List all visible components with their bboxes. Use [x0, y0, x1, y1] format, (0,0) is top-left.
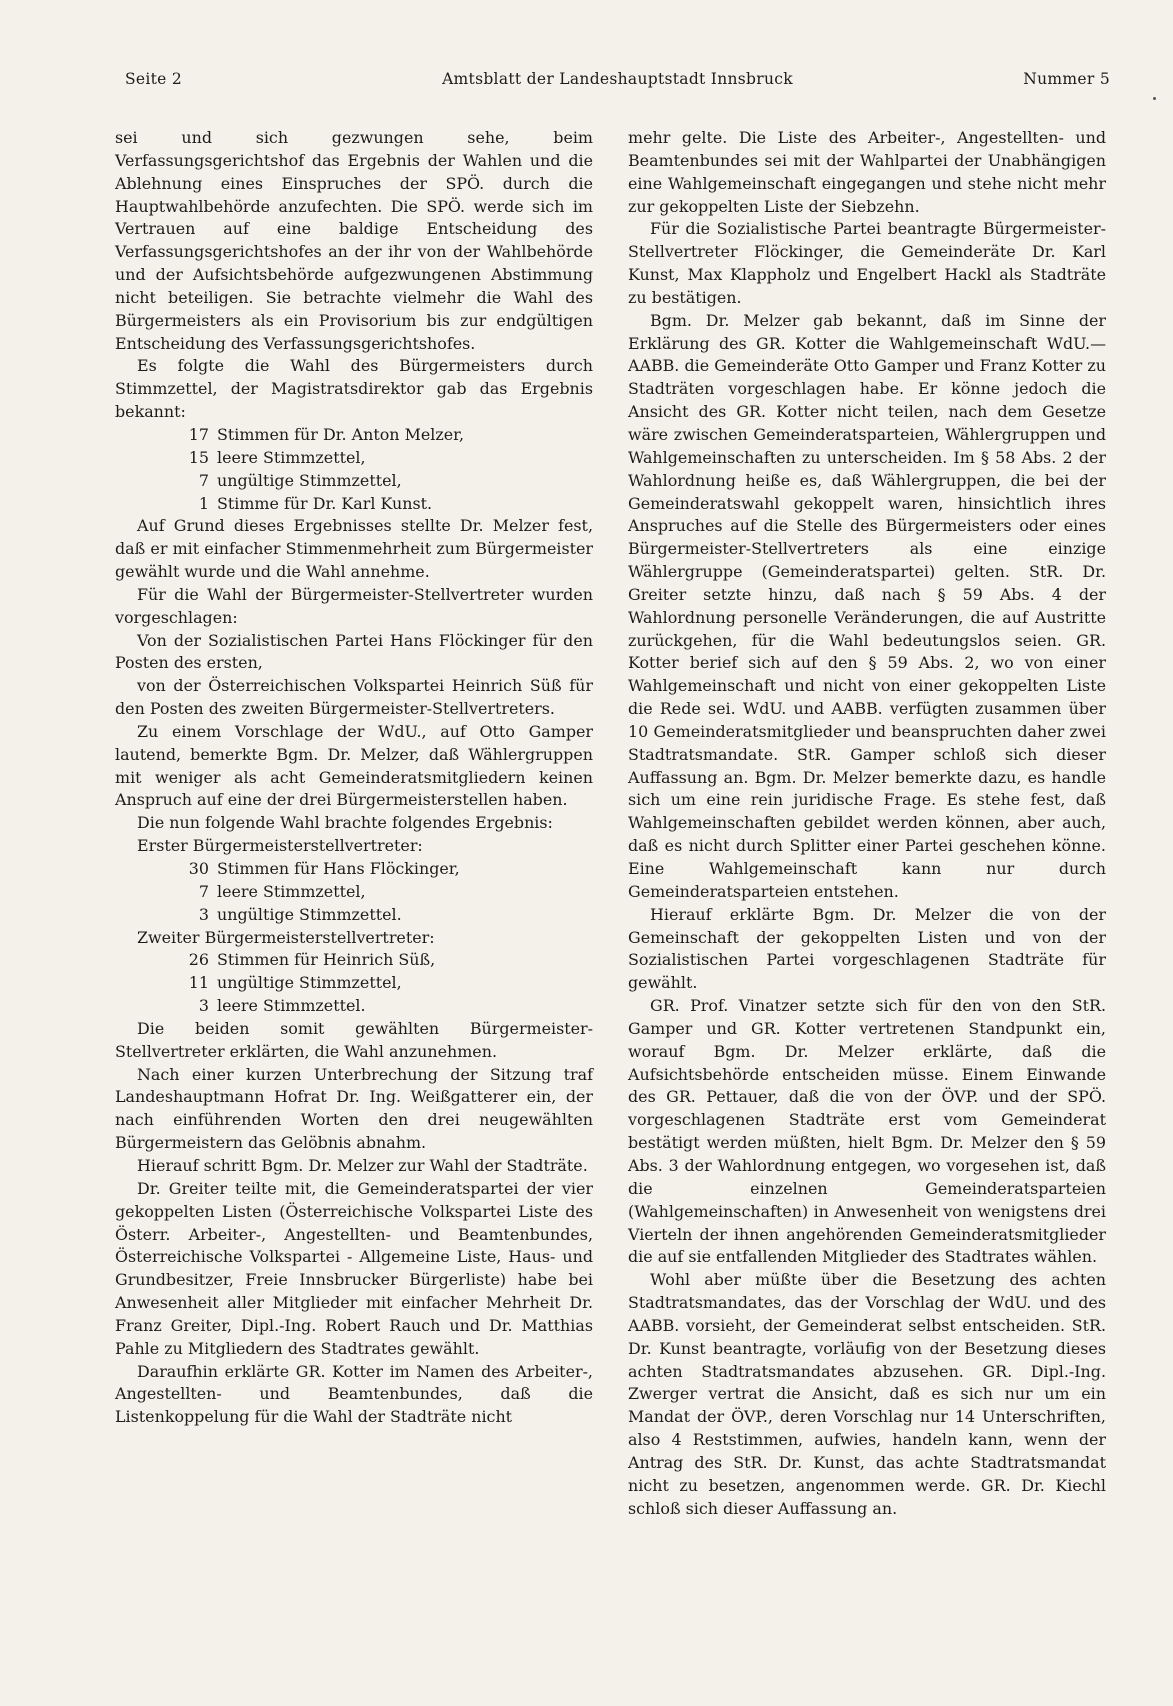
- vote-description: ungültige Stimmzettel,: [217, 973, 402, 993]
- vote-description: Stimmen für Heinrich Süß,: [217, 950, 436, 970]
- paragraph: Es folgte die Wahl des Bürgermeisters durch Stimmzettel, der Magistratsdirektor gab das Ergebnis bekannt:: [115, 356, 593, 422]
- paragraph: sei und sich gezwungen sehe, beim Verfassungsgerichtshof das Ergebnis der Wahlen und die Ablehnung eines Einspruches der SPÖ. durch die Hauptwahlbehörde anzufechten. Die SPÖ. werde sich im Vertrauen auf eine baldige Entscheidung des Verfassungsgerichtshofes an der ihr von der Wahlbehörde und der Aufsichtsbehörde aufgezwungenen Abstimmung nicht beteiligen. Sie betrachte vielmehr die Wahl des Bürgermeisters als ein Provisorium bis zur endgültigen Entscheidung des Verfassungsgerichtshofes.: [115, 128, 593, 353]
- margin-dot: [1153, 97, 1156, 100]
- result-line: [115, 995, 593, 1018]
- paragraph: Hierauf erklärte Bgm. Dr. Melzer die von der Gemeinschaft der gekoppelten Listen und von der Sozialistischen Partei vorgeschlagenen Stadträte für gewählt.: [628, 904, 1106, 993]
- left-column: [115, 127, 593, 1429]
- result-line: [115, 881, 593, 904]
- result-line: [115, 904, 593, 927]
- paragraph: Auf Grund dieses Ergebnisses stellte Dr. Melzer fest, daß er mit einfacher Stimmenmehrheit zum Bürgermeister gewählt wurde und die Wahl annehme.: [115, 516, 593, 582]
- paragraph: Hierauf schritt Bgm. Dr. Melzer zur Wahl der Stadträte.: [137, 1155, 588, 1175]
- paragraph: Von der Sozialistischen Partei Hans Flöckinger für den Posten des ersten,: [115, 630, 593, 673]
- paragraph: Bgm. Dr. Melzer gab bekannt, daß im Sinne der Erklärung des GR. Kotter die Wahlgemeinschaft WdU.—AABB. die Gemeinderäte Otto Gamper und Franz Kotter zu Stadträten vorgeschlagen habe. Er könne jedoch die Ansicht des GR. Kotter nicht teilen, nach dem Gesetze wäre zwischen Gemeinderatsparteien, Wählergruppen und Wahlgemeinschaften zu unterscheiden. Im § 58 Abs. 2 der Wahlordnung heiße es, daß Wählergruppen, die bei der Gemeinderatswahl gekoppelt waren, hinsichtlich ihres Anspruches auf die Stelle des Bürgermeisters oder eines Bürgermeister-Stellvertreters als eine einzige Wählergruppe (Gemeinderatspartei) gelten. StR. Dr. Greiter setzte hinzu, daß nach § 59 Abs. 4 der Wahlordnung personelle Veränderungen, die auf Austritte zurückgehen, für die Wahl bedeutungslos seien. GR. Kotter berief sich auf den § 59 Abs. 2, wo von einer Wahlgemeinschaft und nicht von einer gekoppelten Liste die Rede sei. WdU. und AABB. verfügten zusammen über 10 Gemeinderatsmitglieder und beanspruchten daher zwei Stadtratsmandate. StR. Gamper schloß sich dieser Auffassung an. Bgm. Dr. Melzer bemerkte dazu, es handle sich um eine rein juridische Frage. Es stehe fest, daß Wahlgemeinschaften gebildet werden können, aber auch, daß es nicht durch Splitter einer Partei geschehen könne. Eine Wahlgemeinschaft kann nur durch Gemeinderatsparteien entstehen.: [628, 310, 1106, 901]
- result-line: [115, 949, 593, 972]
- page-header: [125, 66, 1110, 92]
- paragraph: Die nun folgende Wahl brachte folgendes Ergebnis:: [137, 813, 553, 833]
- issue-number: Nummer 5: [1023, 70, 1110, 88]
- page-label: Seite 2: [125, 70, 183, 88]
- result-line: [115, 447, 593, 470]
- vote-description: Stimme für Dr. Karl Kunst.: [217, 493, 433, 513]
- result-line: [115, 493, 593, 516]
- vote-description: leere Stimmzettel,: [217, 447, 366, 467]
- paragraph: Daraufhin erklärte GR. Kotter im Namen des Arbeiter-, Angestellten- und Beamtenbundes, daß die Listenkoppelung für die Wahl der Stadträte nicht: [115, 1361, 593, 1427]
- vote-description: ungültige Stimmzettel,: [217, 470, 402, 490]
- vote-count: 15: [188, 447, 209, 467]
- vote-count: 1: [198, 493, 209, 513]
- first-deputy-results: [115, 858, 593, 927]
- paragraph: mehr gelte. Die Liste des Arbeiter-, Angestellten- und Beamtenbundes sei mit der Wahlpartei der Unabhängigen eine Wahlgemeinschaft eingegangen und stehe nicht mehr zur gekoppelten Liste der Siebzehn.: [628, 128, 1106, 216]
- vote-description: leere Stimmzettel.: [217, 996, 366, 1016]
- result-line: [115, 972, 593, 995]
- vote-count: 11: [188, 973, 209, 993]
- second-deputy-label: Zweiter Bürgermeisterstellvertreter:: [137, 927, 435, 947]
- vote-count: 3: [198, 996, 209, 1016]
- result-line: [115, 858, 593, 881]
- paragraph: Zu einem Vorschlage der WdU., auf Otto Gamper lautend, bemerkte Bgm. Dr. Melzer, daß Wählergruppen mit weniger als acht Gemeinderatsmitgliedern keinen Anspruch auf eine der drei Bürgermeisterstellen haben.: [115, 721, 593, 810]
- vote-description: Stimmen für Hans Flöckinger,: [217, 859, 460, 878]
- paragraph: Die beiden somit gewählten Bürgermeister-Stellvertreter erklärten, die Wahl anzunehmen.: [115, 1018, 593, 1061]
- first-deputy-label: Erster Bürgermeisterstellvertreter:: [137, 836, 423, 856]
- vote-count: 17: [188, 424, 209, 444]
- vote-description: ungültige Stimmzettel.: [217, 904, 402, 924]
- vote-description: leere Stimmzettel,: [217, 881, 366, 901]
- vote-description: Stimmen für Dr. Anton Melzer,: [217, 424, 465, 444]
- paragraph: von der Österreichischen Volkspartei Heinrich Süß für den Posten des zweiten Bürgermeister-Stellvertreters.: [115, 676, 593, 719]
- paragraph: Dr. Greiter teilte mit, die Gemeinderatspartei der vier gekoppelten Listen (Österreichische Volkspartei Liste des Österr. Arbeiter-, Angestellten- und Beamtenbundes, Österreichische Volkspartei - Allgemeine Liste, Haus- und Grundbesitzer, Freie Innsbrucker Bürgerliste) habe bei Anwesenheit aller Mitglieder mit einfacher Mehrheit Dr. Franz Greiter, Dipl.-Ing. Robert Rauch und Dr. Matthias Pahle zu Mitgliedern des Stadtrates gewählt.: [115, 1178, 593, 1358]
- vote-count: 30: [188, 859, 209, 878]
- vote-count: 7: [198, 881, 209, 901]
- result-line: [115, 424, 593, 447]
- result-line: [115, 470, 593, 493]
- paragraph: Nach einer kurzen Unterbrechung der Sitzung traf Landeshauptmann Hofrat Dr. Ing. Weißgatterer ein, der nach einführenden Worten den drei neugewählten Bürgermeistern das Gelöbnis abnahm.: [115, 1064, 593, 1153]
- second-deputy-results: [115, 949, 593, 1018]
- paragraph: GR. Prof. Vinatzer setzte sich für den von den StR. Gamper und GR. Kotter vertretenen Standpunkt ein, worauf Bgm. Dr. Melzer erklärte, daß die Aufsichtsbehörde entscheiden müsse. Einem Einwande des GR. Pettauer, daß die von der ÖVP. und der SPÖ. vorgeschlagenen Stadträte erst vom Gemeinderat bestätigt werden müßten, hielt Bgm. Dr. Melzer den § 59 Abs. 3 der Wahlordnung entgegen, wo vorgesehen ist, daß die einzelnen Gemeinderatsparteien (Wahlgemeinschaften) in Anwesenheit von wenigstens drei Vierteln der ihnen angehörenden Gemeinderatsmitglieder die auf sie entfallenden Mitglieder des Stadtrates wählen.: [628, 996, 1106, 1267]
- right-column: [628, 127, 1106, 1520]
- paragraph: Für die Sozialistische Partei beantragte Bürgermeister-Stellvertreter Flöckinger, die Gemeinderäte Dr. Karl Kunst, Max Klappholz und Engelbert Hackl als Stadträte zu bestätigen.: [628, 219, 1106, 307]
- vote-count: 26: [188, 950, 209, 970]
- publication-title: Amtsblatt der Landeshauptstadt Innsbruck: [442, 70, 793, 88]
- vote-count: 7: [198, 470, 209, 490]
- vote-count: 3: [198, 904, 209, 924]
- paragraph: Wohl aber müßte über die Besetzung des achten Stadtratsmandates, das der Vorschlag der WdU. und des AABB. vorsieht, der Gemeinderat selbst entscheiden. StR. Dr. Kunst beantragte, vorläufig von der Besetzung dieses achten Stadtratsmandates abzusehen. GR. Dipl.-Ing. Zwerger vertrat die Ansicht, daß es sich nur um ein Mandat der ÖVP., deren Vorschlag nur 14 Unterschriften, also 4 Reststimmen, aufwies, handeln kann, wenn der Antrag des StR. Dr. Kunst, das achte Stadtratsmandat nicht zu besetzen, angenommen werde. GR. Dr. Kiechl schloß sich dieser Auffassung an.: [628, 1270, 1106, 1518]
- mayor-election-results: [115, 424, 593, 515]
- paragraph: Für die Wahl der Bürgermeister-Stellvertreter wurden vorgeschlagen:: [115, 584, 593, 627]
